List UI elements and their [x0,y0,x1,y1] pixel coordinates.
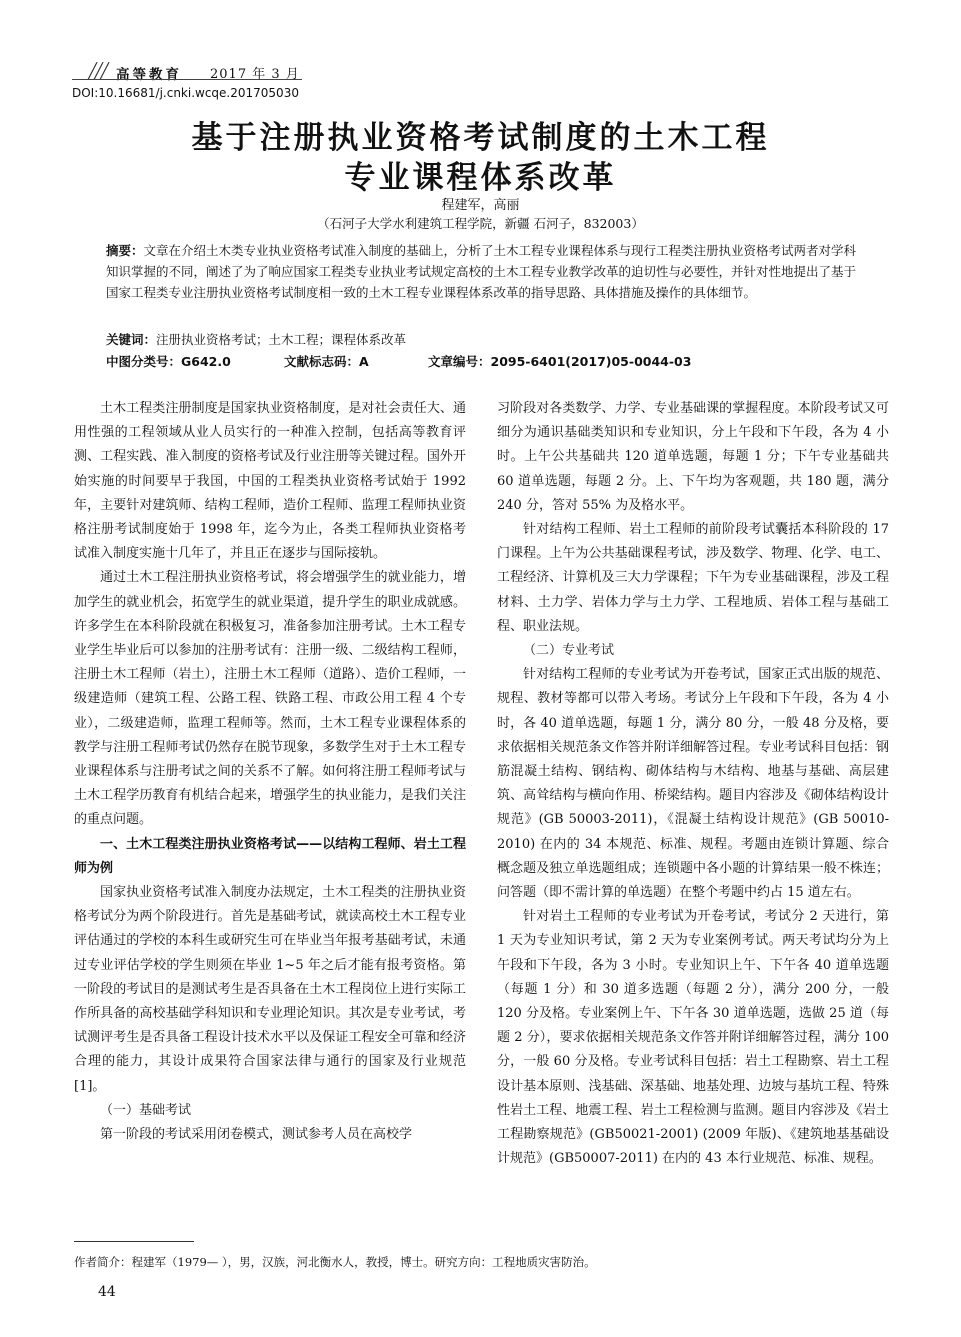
affiliation: （石河子大学水利建筑工程学院，新疆 石河子，832003） [317,216,644,231]
body-paragraph: 针对结构工程师、岩土工程师的前阶段考试囊括本科阶段的 17 门课程。上午为公共基础课程考试，涉及数学、物理、化学、电工、工程经济、计算机及三大力学课程；下午为专业基础课程，涉及工程材料、土力学、岩体力学与土力学、工程地质、岩体工程与基础工程、职业法规。 [497,522,889,634]
keywords-text: 注册执业资格考试；土木工程；课程体系改革 [156,332,407,347]
abstract-label: 摘要： [106,243,144,258]
body-paragraph: 通过土木工程注册执业资格考试，将会增强学生的就业能力，增加学生的就业机会，拓宽学生的就业渠道，提升学生的职业成就感。许多学生在本科阶段就在积极复习，准备参加注册考试。土木工程专业学生毕业后可以参加的注册考试有：注册一级、二级结构工程师，注册土木工程师（岩土），注册土木工程师（道路）、造价工程师，一级建造师（建筑工程、公路工程、铁路工程、市政公用工程 4 个专业），二级建造师，监理工程师等。然而，土木工程专业课程体系的教学与注册工程师考试仍然存在脱节现象，多数学生对于土木工程专业课程体系与注册考试之间的关系不了解。如何将注册工程师考试与土木工程学历教育有机结合起来，增强学生的执业能力，是我们关注的重点问题。 [74,570,466,828]
running-header [72,62,302,82]
body-column-right [497,397,889,1172]
subsection-heading: （二）专业考试 [523,643,615,659]
keywords-label: 关键词： [106,332,157,347]
clc-number: 中图分类号：G642.0 [106,354,231,369]
journal-name: 高等教育 [116,67,182,83]
paper-title-line2: 专业课程体系改革 [344,160,617,196]
keywords [106,330,406,348]
paper-title-line1: 基于注册执业资格考试制度的土木工程 [191,120,770,156]
header-rule [72,79,302,80]
body-paragraph: 习阶段对各类数学、力学、专业基础课的掌握程度。本阶段考试又可细分为通识基础类知识和专业知识，分上午段和下午段，各为 4 小时。上午公共基础共 120 道单选题，每题 1 分；下午专业基础共 60 道单选题，每题 2 分。上、下午均为客观题，共 180 题，满分 240 分，答对 55% 为及格水平。 [497,401,889,513]
body-paragraph: 针对结构工程师的专业考试为开卷考试，国家正式出版的规范、规程、教材等都可以带入考场。考试分上午段和下午段，各为 4 小时，各 40 道单选题，每题 1 分，满分 80 分，一般 48 分及格，要求依据相关规范条文作答并附详细解答过程。专业考试科目包括：钢筋混凝土结构、钢结构、砌体结构与木结构、地基与基础、高层建筑、高耸结构与横向作用、桥梁结构。题目内容涉及《砌体结构设计规范》(GB 50003-2011)，《混凝土结构设计规范》(GB 50010-2010) 在内的 34 本规范、标准、规程。考题由连锁计算题、综合概念题及独立单选题组成；连锁题中各小题的计算结果一般不株连；问答题（即不需计算的单选题）在整个考题中约占 15 道左右。 [497,667,889,901]
section-heading: 一、土木工程类注册执业资格考试——以结构工程师、岩土工程师为例 [74,836,466,876]
issue-date: 2017 年 3 月 [210,67,300,82]
author-footnote: 作者简介：程建军（1979— ），男，汉族，河北衡水人，教授，博士。研究方向：工程地质灾害防治。 [74,1255,596,1269]
abstract [106,240,858,303]
abstract-text: 文章在介绍土木类专业执业资格考试准入制度的基础上，分析了土木工程专业课程体系与现行工程类注册执业资格考试两者对学科知识掌握的不同，阐述了为了响应国家工程类专业执业考试规定高校的土木工程专业教学改革的迫切性与必要性，并针对性地提出了基于国家工程类专业注册执业资格考试制度相一致的土木工程专业课程体系改革的指导思路、具体措施及操作的具体细节。 [106,243,857,300]
page-number: 44 [98,1284,116,1300]
document-code: 文献标志码：A [284,354,369,369]
footnote-rule [74,1241,194,1242]
body-paragraph: 第一阶段的考试采用闭卷模式，测试参考人员在高校学 [100,1127,413,1143]
doi[interactable]: DOI:10.16681/j.cnki.wcqe.201705030 [72,86,299,100]
subsection-heading: （一）基础考试 [100,1102,192,1118]
authors: 程建军，高丽 [441,198,520,213]
body-column-left [74,397,466,1147]
body-paragraph: 国家执业资格考试准入制度办法规定，土木工程类的注册执业资格考试分为两个阶段进行。首先是基础考试，就读高校土木工程专业评估通过的学校的本科生或研究生可在毕业当年报考基础考试，未通过专业评估学校的学生则须在毕业 1~5 年之后才能有报考资格。第一阶段的考试目的是测试考生是否具备在土木工程岗位上进行实际工作所具备的高校基础学科知识和专业理论知识。其次是专业考试，考试测评考生是否具备工程设计技术水平以及保证工程安全可靠和经济合理的能力，其设计成果符合国家法律与通行的国家及行业规范[1]。 [74,885,466,1094]
body-paragraph: 土木工程类注册制度是国家执业资格制度，是对社会责任大、通用性强的工程领域从业人员实行的一种准入控制，包括高等教育评测、工程实践、准入制度的资格考试及行业注册等关键过程。国外开始实施的时间要早于我国，中国的工程类执业资格考试始于 1992 年，主要针对建筑师、结构工程师，造价工程师、监理工程师执业资格注册考试制度始于 1998 年，迄今为止，各类工程师执业资格考试准入制度实施十几年了，并且正在逐步与国际接轨。 [74,401,466,562]
body-paragraph: 针对岩土工程师的专业考试为开卷考试，考试分 2 天进行，第 1 天为专业知识考试，第 2 天为专业案例考试。两天考试均分为上午段和下午段，各为 3 小时。专业知识上午、下午各 40 道单选题（每题 1 分）和 30 道多选题（每题 2 分），满分 200 分，一般 120 分及格。专业案例上午、下午各 30 道单选题，选做 25 道（每题 2 分），要求依据相关规范条文作答并附详细解答过程，满分 100 分，一般 60 分及格。专业考试科目包括：岩土工程勘察、岩土工程设计基本原则、浅基础、深基础、地基处理、边坡与基坑工程、特殊性岩土工程、地震工程、岩土工程检测与监测。题目内容涉及《岩土工程勘察规范》(GB50021-2001) (2009 年版)、《建筑地基基础设计规范》(GB50007-2011) 在内的 43 本行业规范、标准、规程。 [497,909,889,1167]
header-slash-ornament: ╱╱╱ [88,62,107,80]
article-number: 文章编号：2095-6401(2017)05-0044-03 [428,354,692,369]
